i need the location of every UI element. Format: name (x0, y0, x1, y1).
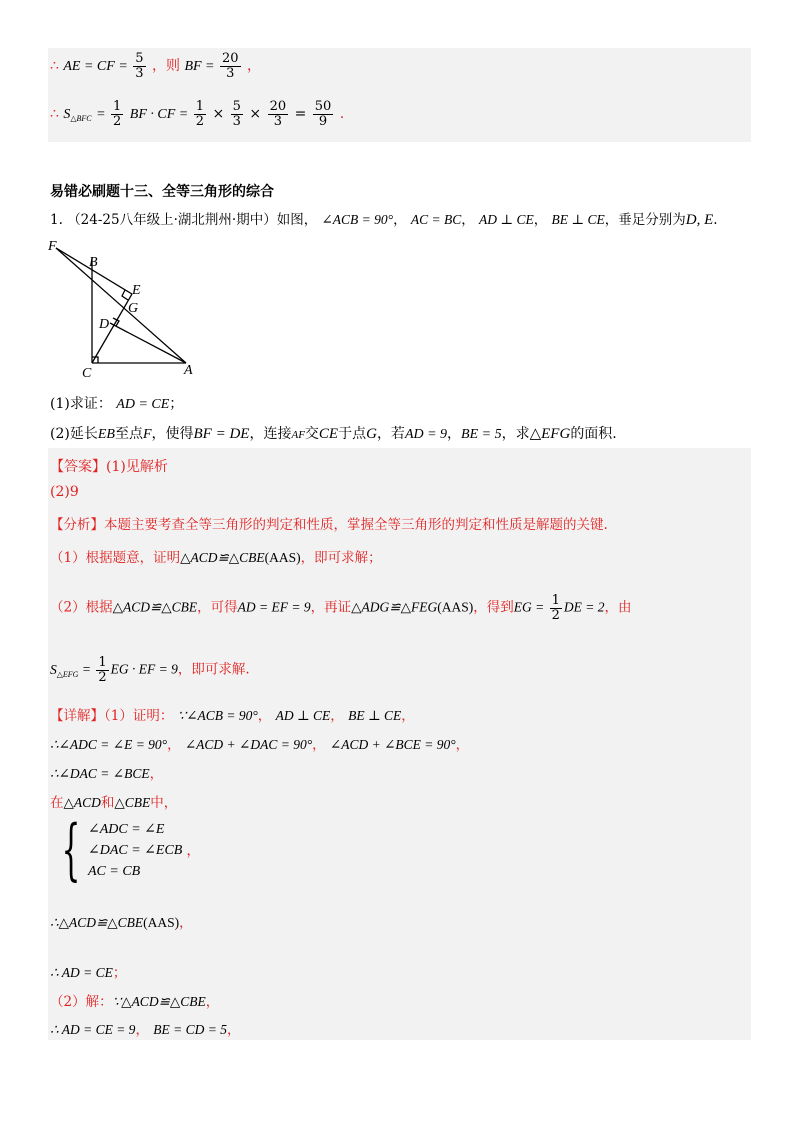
condition-list (88, 819, 182, 882)
detail-line-1 (50, 704, 415, 724)
text: 在 (50, 795, 64, 811)
fraction: $\frac{5}{3}$ (232, 99, 241, 129)
math-expr: BF = (184, 59, 219, 75)
fraction: $\frac{50}{9}$ (314, 99, 332, 129)
punct: ， (330, 708, 344, 724)
punct: ， (186, 843, 201, 859)
label-A: A (184, 363, 193, 378)
area-symbol: $S_{\triangle BFC}$ (63, 107, 92, 124)
detail-line-7 (50, 990, 219, 1010)
text: （1）证明： (104, 708, 174, 724)
label-E: E (132, 283, 141, 298)
times: × (212, 106, 229, 123)
punct: . (713, 212, 718, 228)
prev-line-1 (50, 52, 261, 80)
condition-1: ∠ADC = ∠E (88, 821, 165, 837)
detail-line-8 (50, 1018, 240, 1038)
label-D: D (99, 317, 110, 332)
answer-2: (2)9 (50, 484, 79, 500)
math-expr: CE (318, 426, 339, 442)
text: 交 (304, 426, 319, 442)
analysis-line (50, 513, 608, 533)
fraction: $\frac{1}{2}$ (195, 99, 205, 129)
times: × (249, 106, 266, 123)
math-expr: (AAS) (143, 915, 180, 930)
text: （1）根据题意，证明 (50, 550, 181, 566)
math-expr: ∴△ACD≌△CBE (50, 915, 144, 930)
left-brace: { (61, 811, 81, 888)
text: (2)延长 (50, 426, 98, 442)
math-expr: ∵∠ACB = 90° (177, 708, 258, 723)
text: ，求 (501, 426, 530, 442)
math-expr: = (96, 107, 110, 123)
equals: = (294, 106, 311, 123)
answer-1: (1)见解析 (106, 459, 168, 475)
fraction: $\frac{1}{2}$ (113, 99, 122, 129)
punct: ； (112, 965, 127, 981)
text: （2）根据 (50, 599, 113, 616)
section-title: 易错必刷题十三、全等三角形的综合 (50, 184, 274, 200)
math-expr: ∠ACD + ∠BCE = 90° (329, 737, 456, 752)
label-F: F (48, 239, 57, 254)
therefore-symbol: ∴ (50, 58, 59, 75)
text: ，若 (376, 426, 405, 442)
punct: ， (533, 212, 548, 228)
text: ，即可求解； (300, 550, 382, 566)
punct: ； (169, 396, 184, 412)
punct: ， (257, 708, 272, 724)
text: ，再证 (310, 599, 352, 616)
text: (1)求证： (50, 396, 112, 412)
math-expr: ∴∠ADC = ∠E = 90° (50, 737, 168, 752)
fraction: $\frac{1}{2}$ (98, 655, 107, 685)
condition-2: ∠DAC = ∠ECB (88, 842, 183, 858)
math-expr: △ADG≌△FEG (351, 599, 438, 615)
math-expr: △ACD (63, 795, 101, 810)
math-expr: ∴ AD = CE = 9 (50, 1022, 136, 1037)
detail-label: 【详解】 (50, 708, 104, 724)
math-expr: BE = CD = 5 (153, 1022, 227, 1037)
math-expr: △CBE (114, 795, 151, 810)
answer-line-2 (50, 484, 79, 500)
punct: ， (167, 737, 181, 753)
question-1 (50, 393, 183, 413)
analysis-label: 【分析】 (50, 517, 104, 533)
math-expr: AD = CE (116, 397, 170, 412)
text: 至点 (114, 426, 143, 442)
math-expr: ∠ACD + ∠DAC = 90° (184, 737, 313, 752)
text: ，垂足分别为 (604, 212, 686, 228)
math-expr: BF · CF = (129, 107, 192, 123)
condition-3: AC = CB (88, 863, 141, 879)
text: ，可得 (197, 599, 238, 616)
punct: ， (205, 994, 220, 1010)
punct: ， (401, 708, 415, 724)
math-expr: AC = BC (410, 212, 462, 227)
math-expr: ∴ AD = CE (50, 965, 113, 980)
math-expr: EB (97, 427, 115, 442)
detail-line-2 (50, 733, 469, 753)
punct: ， (447, 426, 462, 442)
text: ，连接 (249, 426, 292, 442)
label-B: B (89, 255, 98, 270)
math-expr: AD = EF = 9 (237, 599, 311, 615)
math-expr: EG · EF = 9 (110, 661, 178, 677)
fraction: $\frac{5}{3}$ (135, 51, 144, 81)
congruence-conditions (50, 811, 201, 888)
analysis-part-1 (50, 546, 382, 566)
therefore-symbol: ∴ (50, 106, 59, 123)
segment-CE (92, 294, 132, 363)
analysis-text: 本题主要考查全等三角形的判定和性质，掌握全等三角形的判定和性质是解题的关键. (104, 517, 608, 533)
math-expr: △ACD≌△CBE (112, 599, 198, 615)
text: 的面积. (570, 426, 617, 442)
analysis-part-2 (50, 594, 631, 622)
problem-source: （24-25八年级上·湖北荆州·期中）如图， (67, 212, 318, 228)
math-expr: AD ⊥ CE (275, 708, 331, 723)
math-expr: EG = (513, 599, 548, 615)
text: ，使得 (151, 426, 194, 442)
text: 于点 (338, 426, 367, 442)
math-expr: AF (291, 429, 305, 441)
math-expr: (AAS) (437, 599, 474, 615)
text: 中， (150, 795, 178, 811)
punct: ， (179, 915, 193, 931)
detail-line-4 (50, 791, 177, 811)
math-expr: D, E (685, 212, 714, 228)
math-expr: BF = DE (193, 426, 250, 442)
area-symbol: $S_{\triangle EFG}$ (50, 661, 79, 679)
answer-label: 【答案】 (50, 459, 106, 475)
fraction: $\frac{20}{3}$ (222, 51, 239, 81)
text: 和 (100, 795, 115, 811)
geometry-figure (44, 236, 204, 382)
punct: . (339, 106, 345, 123)
answer-line-1 (50, 456, 168, 476)
detail-line-5 (50, 911, 193, 931)
detail-line-6 (50, 961, 126, 981)
math-expr: BE ⊥ CE (348, 708, 402, 723)
label-C: C (82, 366, 92, 381)
math-expr: G (366, 426, 377, 442)
math-expr: BE = 5 (461, 427, 502, 442)
problem-number: 1. (50, 212, 63, 228)
math-expr: △ACD≌△CBE (180, 550, 265, 565)
prev-line-2 (50, 100, 344, 128)
math-expr: BE ⊥ CE (551, 212, 605, 227)
equals: = (78, 661, 95, 677)
text: ，由 (604, 599, 632, 616)
math-expr: ∵△ACD≌△CBE (112, 994, 206, 1009)
math-expr: DE = 2 (563, 599, 605, 615)
analysis-part-3 (50, 656, 250, 684)
punct: ， (135, 1022, 149, 1038)
math-expr: F (142, 427, 152, 442)
math-expr: ∴∠DAC = ∠BCE (50, 766, 150, 781)
punct: ， (393, 212, 407, 228)
fraction: $\frac{1}{2}$ (551, 593, 560, 623)
label-G: G (128, 301, 139, 316)
text: ，即可求解. (177, 661, 250, 678)
math-expr: ∠ACB = 90° (321, 212, 394, 227)
text: ，得到 (473, 599, 514, 616)
math-expr: (AAS) (264, 550, 301, 565)
punct: ， (461, 212, 475, 228)
punct: ， (247, 58, 262, 75)
detail-line-3 (50, 762, 163, 782)
punct: ， (455, 737, 470, 753)
segment-FA (56, 248, 186, 363)
math-expr: △EFG (529, 426, 571, 442)
punct: ， (149, 766, 164, 782)
punct: ， (226, 1022, 241, 1038)
text: ，则 (152, 58, 180, 75)
math-expr: AD = 9 (404, 427, 448, 442)
question-2 (50, 423, 617, 443)
punct: ， (312, 737, 326, 753)
problem-statement (50, 208, 718, 229)
text: （2）解： (50, 994, 113, 1010)
fraction: $\frac{20}{3}$ (269, 99, 287, 129)
math-expr: AE = CF = (63, 59, 132, 75)
math-expr: AD ⊥ CE (479, 212, 534, 227)
